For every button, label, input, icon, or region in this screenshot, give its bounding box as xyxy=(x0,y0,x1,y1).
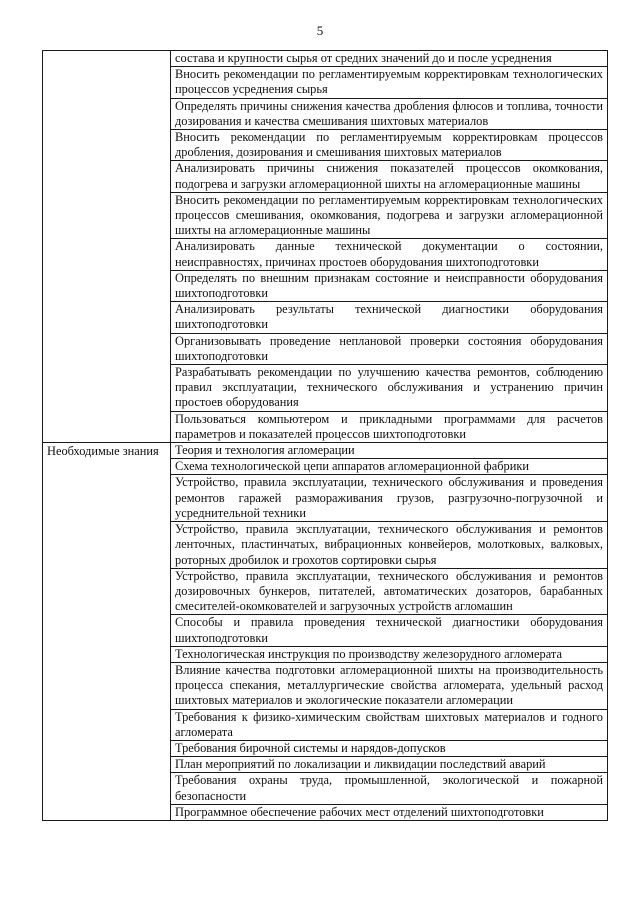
table-cell xyxy=(171,411,608,442)
cell-text: Вносить рекомендации по регламентируемым корректировкам технологических процессов смешивания, окомкования, подогрева и загрузки агломерационной шихты на агломерационные машины xyxy=(175,192,603,238)
table-cell xyxy=(171,804,608,820)
section-label-cell xyxy=(43,443,171,821)
cell-text: Разрабатывать рекомендации по улучшению качества ремонтов, соблюдению правил эксплуатации, технического обслуживания и устранению причин простоев оборудования xyxy=(175,365,603,410)
cell-text: Определять причины снижения качества дробления флюсов и топлива, точности дозирования и качества смешивания шихтовых материалов xyxy=(175,98,603,128)
table-cell xyxy=(171,568,608,615)
table-row xyxy=(43,51,608,67)
table-cell xyxy=(171,740,608,756)
table-cell xyxy=(171,522,608,569)
cell-text: Влияние качества подготовки агломерационной шихты на производительность процесса спекания, металлургические свойства агломерата, удельный расход шихтовых материалов и экологические показатели агломерации xyxy=(175,662,603,708)
table-cell xyxy=(171,646,608,662)
table-cell xyxy=(171,459,608,475)
cell-text: План мероприятий по локализации и ликвидации последствий аварий xyxy=(175,757,546,772)
table-cell xyxy=(171,302,608,333)
table-cell xyxy=(171,98,608,129)
table-cell xyxy=(171,270,608,301)
table-cell xyxy=(171,192,608,239)
section-label-cell xyxy=(43,51,171,443)
cell-text: Устройство, правила эксплуатации, технического обслуживания и ремонтов ленточных, пластинчатых, вибрационных конвейеров, молотковых, валковых, роторных дробилок и грохотов сортировки сырья xyxy=(175,522,603,567)
table-cell xyxy=(171,475,608,522)
cell-text: Требования к физико-химическим свойствам шихтовых материалов и годного агломерата xyxy=(175,709,603,739)
cell-text: Пользоваться компьютером и прикладными программами для расчетов параметров и показателей процессов шихтоподготовки xyxy=(175,411,603,441)
table-cell xyxy=(171,773,608,804)
cell-text: Устройство, правила эксплуатации, технического обслуживания и ремонтов дозировочных бункеров, питателей, автоматических дозаторов, барабанных смесителей-окомкователей и загрузочных устройств агломашин xyxy=(175,568,603,614)
table-row xyxy=(43,443,608,459)
table-cell xyxy=(171,365,608,412)
cell-text: Технологическая инструкция по производству железорудного агломерата xyxy=(175,646,562,661)
table-cell xyxy=(171,161,608,192)
cell-text: Схема технологической цепи аппаратов агломерационной фабрики xyxy=(175,459,529,474)
cell-text: Способы и правила проведения технической диагностики оборудования шихтоподготовки xyxy=(175,615,603,645)
table-cell xyxy=(171,67,608,98)
cell-text: Анализировать причины снижения показателей процессов окомкования, подогрева и загрузки агломерационной шихты на агломерационные машины xyxy=(175,161,603,191)
table-cell xyxy=(171,757,608,773)
cell-text: Требования бирочной системы и нарядов-допусков xyxy=(175,740,446,755)
table-cell xyxy=(171,709,608,740)
cell-text: Анализировать данные технической документации о состоянии, неисправностях, причинах простоев оборудования шихтоподготовки xyxy=(175,239,603,269)
cell-text: Организовывать проведение неплановой проверки состояния оборудования шихтоподготовки xyxy=(175,333,603,363)
table-cell xyxy=(171,443,608,459)
section-label: Необходимые знания xyxy=(47,444,159,459)
cell-text: Определять по внешним признакам состояние и неисправности оборудования шихтоподготовки xyxy=(175,270,603,301)
cell-text: Требования охраны труда, промышленной, экологической и пожарной безопасности xyxy=(175,773,603,803)
cell-text: Вносить рекомендации по регламентируемым корректировкам процессов дробления, дозирования и смешивания шихтовых материалов xyxy=(175,130,603,160)
requirements-table xyxy=(42,50,608,821)
cell-text: Программное обеспечение рабочих мест отделений шихтоподготовки xyxy=(175,804,544,819)
cell-text: состава и крупности сырья от средних значений до и после усреднения xyxy=(175,51,552,65)
section-label xyxy=(47,51,166,52)
cell-text: Теория и технология агломерации xyxy=(175,443,355,458)
table-cell xyxy=(171,662,608,709)
cell-text: Устройство, правила эксплуатации, технического обслуживания и проведения ремонтов гаражей размораживания грузов, разгрузочно-погрузочной и усреднительной техники xyxy=(175,475,603,520)
table-cell xyxy=(171,615,608,646)
table-cell xyxy=(171,51,608,67)
table-cell xyxy=(171,130,608,161)
table-cell xyxy=(171,239,608,270)
cell-text: Анализировать результаты технической диагностики оборудования шихтоподготовки xyxy=(175,302,603,332)
table-cell xyxy=(171,333,608,364)
cell-text: Вносить рекомендации по регламентируемым корректировкам технологических процессов усреднения сырья xyxy=(175,67,603,97)
page-number: 5 xyxy=(316,23,324,38)
